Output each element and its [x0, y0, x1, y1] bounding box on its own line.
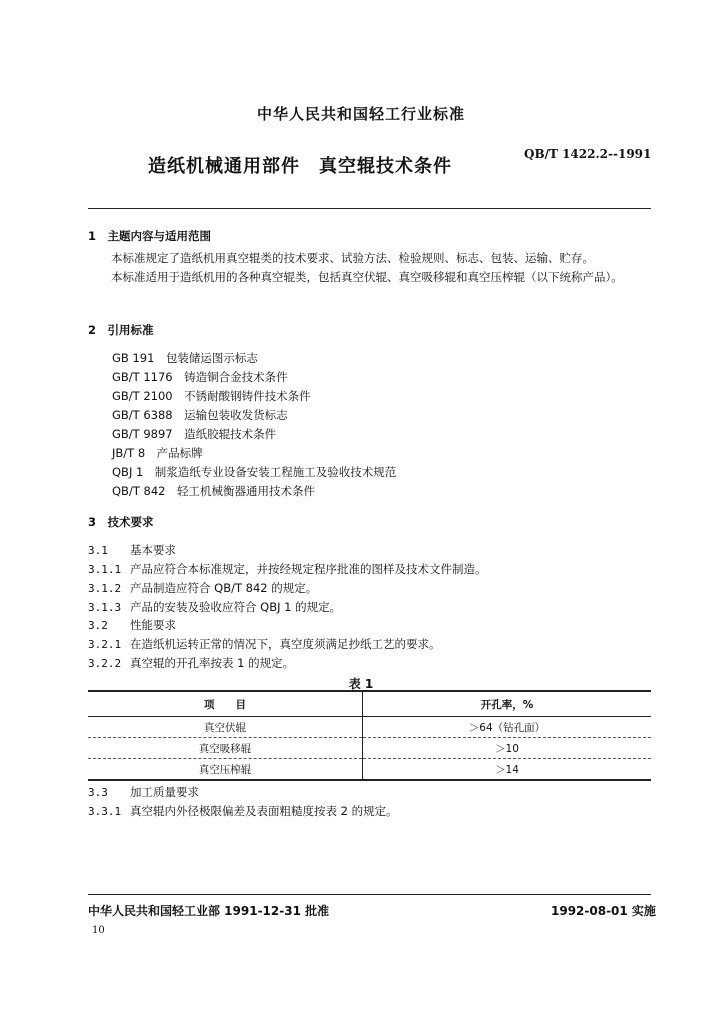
table-row	[88, 717, 651, 738]
clause-item	[88, 561, 487, 577]
reference-item: QB/T 842 轻工机械衡器通用技术条件	[112, 484, 315, 498]
clause-item	[88, 617, 176, 633]
reference-item: GB/T 1176 铸造铜合金技术条件	[112, 370, 288, 384]
clause-number: 3.1	[88, 544, 108, 557]
header-divider	[88, 208, 651, 209]
reference-item: GB/T 9897 造纸胶辊技术条件	[112, 427, 277, 441]
table-row	[88, 759, 651, 781]
clause-number: 3.2.2	[88, 657, 122, 670]
clause-text: 性能要求	[130, 618, 176, 632]
clause-item	[88, 542, 176, 558]
clause-number: 3.1.2	[88, 582, 122, 595]
table-cell-value: ＞14	[363, 759, 652, 781]
table-header-row	[88, 691, 651, 717]
clause-text: 基本要求	[130, 543, 176, 557]
clause-number: 3.2	[88, 619, 108, 632]
page-number: 10	[92, 925, 105, 936]
clause-item	[88, 599, 341, 615]
clause-number: 3.3.1	[88, 805, 122, 818]
table-cell-value: ＞64（钻孔面）	[363, 717, 652, 738]
document-title: 造纸机械通用部件 真空辊技术条件	[148, 156, 452, 177]
clause-item	[88, 636, 441, 652]
reference-item: JB/T 8 产品标牌	[112, 446, 203, 460]
reference-item: GB 191 包装储运图示标志	[112, 351, 258, 365]
approval-line: 中华人民共和国轻工业部 1991-12-31 批准	[88, 904, 330, 918]
section-1-heading: 1 主题内容与适用范围	[88, 229, 212, 243]
clause-item	[88, 655, 294, 671]
column-header-open-rate: 开孔率，%	[363, 691, 652, 717]
section-1-paragraph-1: 本标准规定了造纸机用真空辊类的技术要求、试验方法、检验规则、标志、包装、运输、贮存。	[111, 251, 594, 265]
table-cell-item: 真空伏辊	[88, 717, 363, 738]
clause-text: 在造纸机运转正常的情况下，真空度须满足抄纸工艺的要求。	[130, 637, 441, 651]
table-cell-item: 真空压榨辊	[88, 759, 363, 781]
clause-number: 3.3	[88, 786, 108, 799]
section-3-heading: 3 技术要求	[88, 515, 154, 529]
clause-text: 产品应符合本标准规定，并按经规定程序批准的图样及技术文件制造。	[130, 562, 487, 576]
clause-text: 真空辊的开孔率按表 1 的规定。	[130, 656, 295, 670]
clause-item	[88, 803, 398, 819]
clause-number: 3.2.1	[88, 638, 122, 651]
table-row	[88, 738, 651, 759]
table-1-caption: 表 1	[348, 677, 374, 691]
clause-text: 产品制造应符合 QB/T 842 的规定。	[130, 581, 318, 595]
column-header-item: 项 目	[88, 691, 363, 717]
clause-item	[88, 580, 317, 596]
issuer-header: 中华人民共和国轻工行业标准	[256, 105, 465, 123]
clause-text: 产品的安装及验收应符合 QBJ 1 的规定。	[130, 600, 342, 614]
reference-item: GB/T 2100 不锈耐酸钢铸件技术条件	[112, 389, 311, 403]
table-cell-value: ＞10	[363, 738, 652, 759]
clause-text: 真空辊内外径极限偏差及表面粗糙度按表 2 的规定。	[130, 804, 398, 818]
clause-item	[88, 784, 199, 800]
table-cell-item: 真空吸移辊	[88, 738, 363, 759]
section-2-heading: 2 引用标准	[88, 323, 154, 337]
reference-item: GB/T 6388 运输包装收发货标志	[112, 408, 288, 422]
clause-number: 3.1.1	[88, 563, 122, 576]
standard-code: QB/T 1422.2--1991	[524, 147, 652, 161]
clause-text: 加工质量要求	[130, 785, 199, 799]
table-1	[88, 690, 651, 781]
implementation-date: 1992-08-01 实施	[551, 904, 656, 918]
section-1-paragraph-2: 本标准适用于造纸机用的各种真空辊类，包括真空伏辊、真空吸移辊和真空压榨辊（以下统称产品）。	[111, 270, 623, 284]
footer-divider	[88, 894, 651, 895]
clause-number: 3.1.3	[88, 601, 122, 614]
reference-item: QBJ 1 制浆造纸专业设备安装工程施工及验收技术规范	[112, 465, 397, 479]
